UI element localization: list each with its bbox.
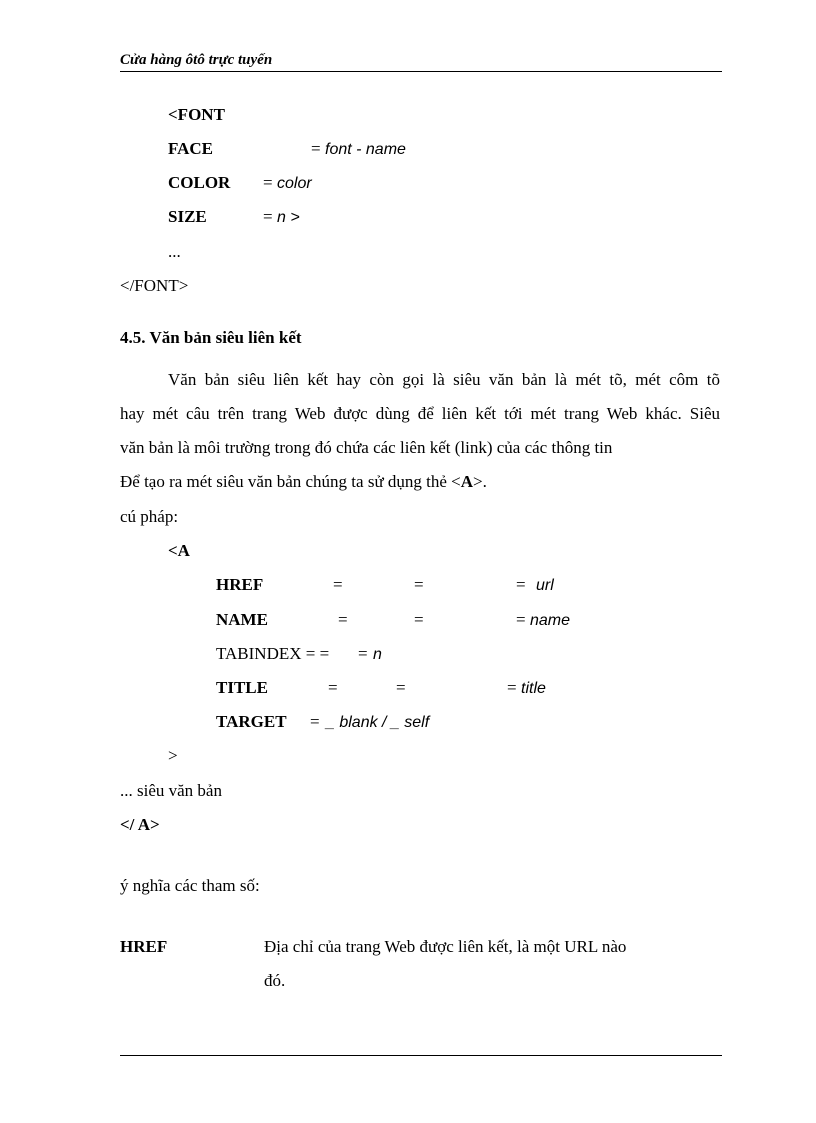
a-target-eq: = <box>310 712 320 731</box>
font-color-value: color <box>277 175 312 192</box>
paragraph-line-1: Văn bản siêu liên kết hay còn gọi là siêu văn bản là mét tõ, mét côm tõ <box>168 370 720 389</box>
a-target-key: TARGET <box>216 712 287 731</box>
a-name-eq-1: = <box>338 610 348 629</box>
a-name-value: name <box>530 612 571 629</box>
font-size-value: n > <box>277 209 300 226</box>
font-color-key: COLOR <box>168 173 231 192</box>
font-ellipsis: ... <box>168 242 181 261</box>
a-content: ... siêu văn bản <box>120 781 222 800</box>
a-target-value: _ blank / _ self <box>326 714 430 731</box>
a-title-key: TITLE <box>216 678 268 697</box>
params-heading: ý nghĩa các tham số: <box>120 876 260 895</box>
a-name-key: NAME <box>216 610 268 629</box>
header-divider <box>120 71 722 72</box>
font-face-value: font - name <box>325 141 406 158</box>
a-href-key: HREF <box>216 575 264 594</box>
a-tabindex-key: TABINDEX = = <box>216 644 330 663</box>
a-close-bracket: > <box>168 746 178 765</box>
font-open-tag: <FONT <box>168 105 225 124</box>
a-title-eq-3: = <box>507 678 517 697</box>
paragraph-line-4-end: >. <box>473 472 487 491</box>
font-face-key: FACE <box>168 139 214 158</box>
param-desc-line-1: Địa chỉ của trang Web được liên kết, là một URL nào <box>264 937 627 956</box>
syntax-label: cú pháp: <box>120 507 179 526</box>
a-tabindex-value: n <box>373 646 382 663</box>
a-title-eq-2: = <box>396 678 406 697</box>
a-open-tag: <A <box>168 541 190 560</box>
a-href-eq-1: = <box>333 575 343 594</box>
a-close-tag: </ A> <box>120 815 160 834</box>
font-close-tag: </FONT> <box>120 276 189 295</box>
header-title: Cửa hàng ôtô trực tuyến <box>120 52 273 68</box>
footer-divider <box>120 1055 722 1056</box>
section-heading: 4.5. Văn bản siêu liên kết <box>120 328 302 347</box>
a-name-eq-2: = <box>414 610 424 629</box>
font-color-eq: = <box>263 173 273 192</box>
param-desc-line-2: đó. <box>264 971 286 990</box>
paragraph-line-3: văn bản là môi trường trong đó chứa các liên kết (link) của các thông tin <box>120 438 613 457</box>
paragraph-line-4 <box>120 472 487 492</box>
a-tabindex-eq: = <box>358 644 368 663</box>
a-title-value: title <box>521 680 546 697</box>
a-title-eq-1: = <box>328 678 338 697</box>
paragraph-line-4-tag: A <box>460 472 474 491</box>
a-name-eq-3: = <box>516 610 526 629</box>
param-name: HREF <box>120 937 168 956</box>
font-size-eq: = <box>263 207 273 226</box>
a-href-value: url <box>536 577 554 594</box>
font-face-eq: = <box>311 139 321 158</box>
font-size-key: SIZE <box>168 207 207 226</box>
a-href-eq-2: = <box>414 575 424 594</box>
paragraph-line-4-text: Để tạo ra mét siêu văn bản chúng ta sử dụng thẻ < <box>120 472 461 491</box>
a-href-eq-3: = <box>516 575 526 594</box>
paragraph-line-2: hay mét câu trên trang Web được dùng để liên kết tới mét trang Web khác. Siêu <box>120 404 720 423</box>
